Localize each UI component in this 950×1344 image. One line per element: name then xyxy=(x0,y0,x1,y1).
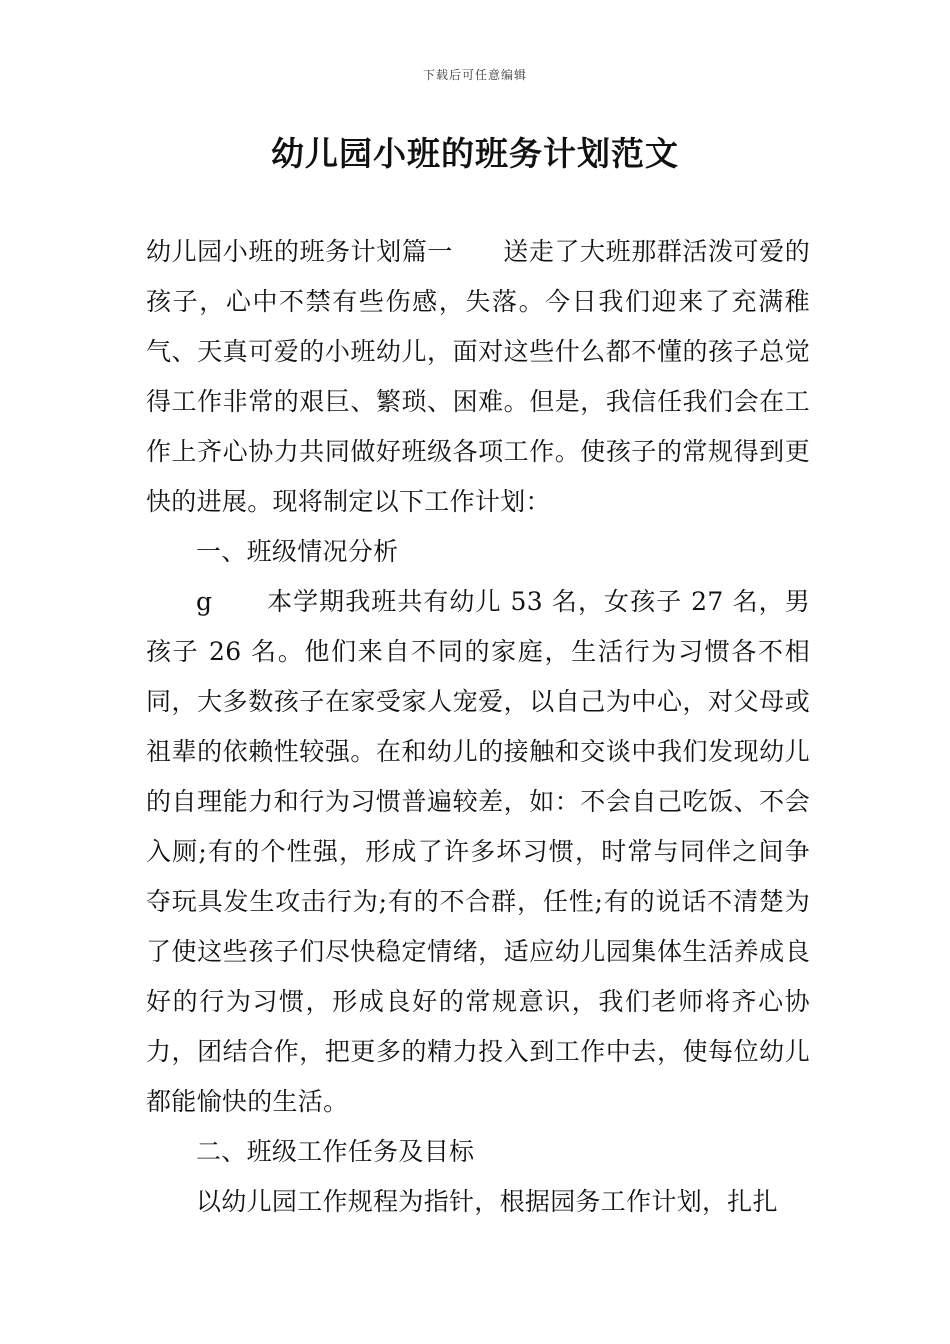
section1-text: 本学期我班共有幼儿 53 名，女孩子 27 名，男孩子 26 名。他们来自不同的家庭，生活行为习惯各不相同，大多数孩子在家受家人宠爱，以自己为中心，对父母或祖辈的依赖性较强。在和幼儿的接触和交谈中我们发现幼儿的自理能力和行为习惯普遍较差，如：不会自己吃饭、不会入厕;有的个性强，形成了许多坏习惯，时常与同伴之间争夺玩具发生攻击行为;有的不合群，任性;有的说话不清楚为了使这些孩子们尽快稳定情绪，适应幼儿园集体生活养成良好的行为习惯，形成良好的常规意识，我们老师将齐心协力，团结合作，把更多的精力投入到工作中去，使每位幼儿都能愉快的生活。 xyxy=(146,587,810,1116)
header-note: 下载后可任意编辑 xyxy=(422,68,527,82)
intro-paragraph xyxy=(146,227,810,527)
section2-paragraph: 以幼儿园工作规程为指针，根据园务工作计划，扎扎 xyxy=(196,1187,778,1216)
document-title: 幼儿园小班的班务计划范文 xyxy=(271,134,679,173)
document-body xyxy=(146,227,810,1227)
section1-marker: g xyxy=(196,587,213,616)
intro-text: 送走了大班那群活泼可爱的孩子，心中不禁有些伤感，失落。今日我们迎来了充满稚气、天真可爱的小班幼儿，面对这些什么都不懂的孩子总觉得工作非常的艰巨、繁琐、困难。但是，我信任我们会在工作上齐心协力共同做好班级各项工作。使孩子的常规得到更快的进展。现将制定以下工作计划： xyxy=(146,237,810,516)
section1-heading: 一、班级情况分析 xyxy=(196,537,399,566)
intro-label: 幼儿园小班的班务计划篇一 xyxy=(146,237,453,266)
section2-heading: 二、班级工作任务及目标 xyxy=(196,1137,475,1166)
section1-paragraph xyxy=(146,577,810,1127)
